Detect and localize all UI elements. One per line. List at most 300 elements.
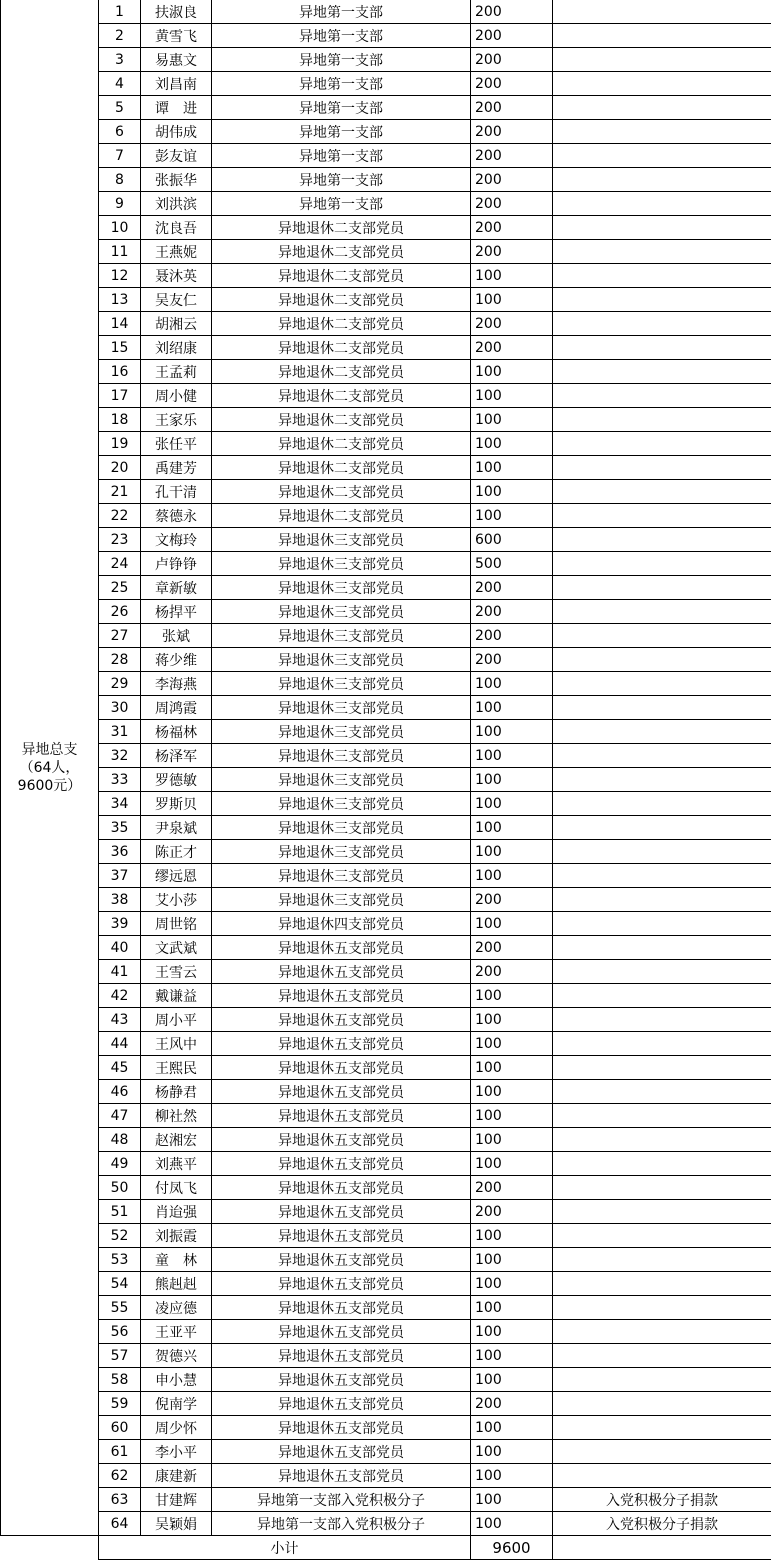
row-number: 11 [99, 240, 141, 264]
row-note [553, 1440, 771, 1464]
row-number: 50 [99, 1176, 141, 1200]
table-row [1, 264, 771, 288]
row-number: 27 [99, 624, 141, 648]
branch-name: 异地退休二支部党员 [212, 216, 471, 240]
member-name: 付凤飞 [141, 1176, 212, 1200]
member-name: 柳社然 [141, 1104, 212, 1128]
row-number: 19 [99, 432, 141, 456]
branch-name: 异地退休三支部党员 [212, 672, 471, 696]
row-number: 21 [99, 480, 141, 504]
donation-amount: 100 [471, 504, 553, 528]
row-note [553, 1128, 771, 1152]
table-row [1, 792, 771, 816]
member-name: 王亚平 [141, 1320, 212, 1344]
member-name: 吴友仁 [141, 288, 212, 312]
row-note [553, 72, 771, 96]
table-row [1, 336, 771, 360]
member-name: 沈良吾 [141, 216, 212, 240]
row-number: 54 [99, 1272, 141, 1296]
table-row [1, 816, 771, 840]
table-row [1, 1392, 771, 1416]
table-row [1, 480, 771, 504]
branch-name: 异地第一支部 [212, 168, 471, 192]
row-note [553, 528, 771, 552]
member-name: 杨静君 [141, 1080, 212, 1104]
row-note [553, 936, 771, 960]
member-name: 康建新 [141, 1464, 212, 1488]
row-number: 64 [99, 1512, 141, 1536]
branch-name: 异地退休二支部党员 [212, 408, 471, 432]
row-number: 30 [99, 696, 141, 720]
donation-amount: 200 [471, 960, 553, 984]
row-number: 47 [99, 1104, 141, 1128]
table-row [1, 1104, 771, 1128]
row-number: 1 [99, 0, 141, 24]
donation-amount: 100 [471, 1320, 553, 1344]
branch-name: 异地退休五支部党员 [212, 1200, 471, 1224]
branch-name: 异地退休二支部党员 [212, 240, 471, 264]
donation-amount: 100 [471, 1296, 553, 1320]
table-row [1, 48, 771, 72]
row-number: 9 [99, 192, 141, 216]
row-note [553, 48, 771, 72]
donation-amount: 200 [471, 168, 553, 192]
table-row [1, 1152, 771, 1176]
branch-name: 异地退休五支部党员 [212, 1032, 471, 1056]
donation-amount: 100 [471, 1248, 553, 1272]
branch-name: 异地第一支部 [212, 24, 471, 48]
row-number: 42 [99, 984, 141, 1008]
member-name: 凌应德 [141, 1296, 212, 1320]
donation-amount: 200 [471, 624, 553, 648]
donation-amount: 200 [471, 96, 553, 120]
branch-name: 异地退休三支部党员 [212, 888, 471, 912]
branch-name: 异地退休三支部党员 [212, 864, 471, 888]
donation-amount: 100 [471, 1224, 553, 1248]
member-name: 杨捍平 [141, 600, 212, 624]
row-number: 36 [99, 840, 141, 864]
table-row [1, 72, 771, 96]
branch-name: 异地第一支部入党积极分子 [212, 1512, 471, 1536]
table-row [1, 1320, 771, 1344]
donation-amount: 200 [471, 192, 553, 216]
branch-name: 异地退休五支部党员 [212, 1248, 471, 1272]
table-row [1, 768, 771, 792]
branch-name: 异地退休三支部党员 [212, 696, 471, 720]
branch-name: 异地退休五支部党员 [212, 1224, 471, 1248]
row-note [553, 1248, 771, 1272]
donation-amount: 200 [471, 648, 553, 672]
member-name: 周世铭 [141, 912, 212, 936]
branch-name: 异地退休三支部党员 [212, 528, 471, 552]
table-row [1, 624, 771, 648]
group-cell [1, 0, 99, 1536]
branch-name: 异地第一支部 [212, 144, 471, 168]
branch-name: 异地退休三支部党员 [212, 720, 471, 744]
row-number: 10 [99, 216, 141, 240]
table-row [1, 888, 771, 912]
table-row [1, 1224, 771, 1248]
row-note [553, 192, 771, 216]
member-name: 张斌 [141, 624, 212, 648]
branch-name: 异地退休五支部党员 [212, 1320, 471, 1344]
member-name: 周鸿霞 [141, 696, 212, 720]
row-number: 15 [99, 336, 141, 360]
table-row [1, 1512, 771, 1536]
row-number: 2 [99, 24, 141, 48]
row-note [553, 864, 771, 888]
donation-amount: 100 [471, 768, 553, 792]
table-row [1, 672, 771, 696]
member-name: 章新敏 [141, 576, 212, 600]
table-row [1, 96, 771, 120]
member-name: 易惠文 [141, 48, 212, 72]
branch-name: 异地退休五支部党员 [212, 936, 471, 960]
donation-amount: 100 [471, 1128, 553, 1152]
member-name: 王熙民 [141, 1056, 212, 1080]
table-row [1, 528, 771, 552]
row-number: 33 [99, 768, 141, 792]
row-number: 35 [99, 816, 141, 840]
row-note [553, 1200, 771, 1224]
row-note [553, 720, 771, 744]
row-note [553, 744, 771, 768]
donation-amount: 200 [471, 72, 553, 96]
group-count: （64人， [19, 759, 80, 776]
row-note [553, 696, 771, 720]
blank-cell [1, 1536, 99, 1560]
row-note [553, 1416, 771, 1440]
branch-name: 异地退休三支部党员 [212, 576, 471, 600]
table-row [1, 840, 771, 864]
member-name: 蔡德永 [141, 504, 212, 528]
member-name: 肖迨强 [141, 1200, 212, 1224]
row-number: 3 [99, 48, 141, 72]
row-number: 44 [99, 1032, 141, 1056]
member-name: 甘建辉 [141, 1488, 212, 1512]
row-note [553, 1224, 771, 1248]
row-note [553, 1464, 771, 1488]
member-name: 王家乐 [141, 408, 212, 432]
row-note [553, 360, 771, 384]
branch-name: 异地退休五支部党员 [212, 1344, 471, 1368]
member-name: 王风中 [141, 1032, 212, 1056]
row-number: 22 [99, 504, 141, 528]
donation-amount: 100 [471, 1440, 553, 1464]
member-name: 禹建芳 [141, 456, 212, 480]
row-number: 14 [99, 312, 141, 336]
row-note [553, 816, 771, 840]
donation-amount: 100 [471, 840, 553, 864]
row-note [553, 24, 771, 48]
row-number: 49 [99, 1152, 141, 1176]
member-name: 缪远恩 [141, 864, 212, 888]
branch-name: 异地退休五支部党员 [212, 1272, 471, 1296]
member-name: 吴颖娟 [141, 1512, 212, 1536]
row-number: 31 [99, 720, 141, 744]
donation-amount: 100 [471, 1080, 553, 1104]
row-number: 37 [99, 864, 141, 888]
row-note [553, 264, 771, 288]
branch-name: 异地退休二支部党员 [212, 336, 471, 360]
row-number: 8 [99, 168, 141, 192]
donation-amount: 100 [471, 1152, 553, 1176]
row-note [553, 120, 771, 144]
table-row [1, 552, 771, 576]
donation-amount: 200 [471, 576, 553, 600]
branch-name: 异地退休二支部党员 [212, 456, 471, 480]
table-row [1, 1464, 771, 1488]
branch-name: 异地退休三支部党员 [212, 624, 471, 648]
branch-name: 异地退休五支部党员 [212, 984, 471, 1008]
row-number: 43 [99, 1008, 141, 1032]
row-note [553, 552, 771, 576]
donation-amount: 100 [471, 384, 553, 408]
member-name: 聂沐英 [141, 264, 212, 288]
table-row [1, 1272, 771, 1296]
row-number: 28 [99, 648, 141, 672]
member-name: 张振华 [141, 168, 212, 192]
member-name: 申小慧 [141, 1368, 212, 1392]
row-number: 45 [99, 1056, 141, 1080]
donation-amount: 100 [471, 1464, 553, 1488]
row-note [553, 1152, 771, 1176]
row-number: 48 [99, 1128, 141, 1152]
member-name: 张任平 [141, 432, 212, 456]
donation-amount: 200 [471, 312, 553, 336]
row-number: 55 [99, 1296, 141, 1320]
donation-amount: 100 [471, 288, 553, 312]
member-name: 戴谦益 [141, 984, 212, 1008]
row-number: 53 [99, 1248, 141, 1272]
table-row [1, 744, 771, 768]
member-name: 刘振霞 [141, 1224, 212, 1248]
branch-name: 异地退休五支部党员 [212, 1440, 471, 1464]
table-row [1, 912, 771, 936]
donation-amount: 200 [471, 600, 553, 624]
row-note [553, 1176, 771, 1200]
row-number: 56 [99, 1320, 141, 1344]
row-note [553, 648, 771, 672]
branch-name: 异地退休五支部党员 [212, 1176, 471, 1200]
branch-name: 异地退休五支部党员 [212, 1152, 471, 1176]
donation-amount: 200 [471, 48, 553, 72]
row-note [553, 1344, 771, 1368]
table-row [1, 1176, 771, 1200]
table-row [1, 984, 771, 1008]
branch-name: 异地退休五支部党员 [212, 1416, 471, 1440]
donation-amount: 100 [471, 1104, 553, 1128]
branch-name: 异地第一支部 [212, 192, 471, 216]
donation-amount: 100 [471, 696, 553, 720]
row-note [553, 912, 771, 936]
table-row [1, 216, 771, 240]
row-note [553, 1056, 771, 1080]
table-row [1, 384, 771, 408]
table-row [1, 648, 771, 672]
member-name: 黄雪飞 [141, 24, 212, 48]
donation-amount: 200 [471, 1200, 553, 1224]
donation-amount: 200 [471, 1176, 553, 1200]
branch-name: 异地第一支部 [212, 0, 471, 24]
branch-name: 异地第一支部 [212, 48, 471, 72]
branch-name: 异地退休三支部党员 [212, 648, 471, 672]
row-number: 62 [99, 1464, 141, 1488]
table-row [1, 1416, 771, 1440]
row-note [553, 384, 771, 408]
row-number: 41 [99, 960, 141, 984]
row-note [553, 240, 771, 264]
donation-amount: 100 [471, 480, 553, 504]
donation-amount: 100 [471, 1056, 553, 1080]
table-row [1, 1296, 771, 1320]
row-number: 39 [99, 912, 141, 936]
row-note [553, 600, 771, 624]
row-note [553, 432, 771, 456]
table-row [1, 120, 771, 144]
row-note: 入党积极分子捐款 [553, 1488, 771, 1512]
table-row [1, 936, 771, 960]
row-note [553, 1296, 771, 1320]
member-name: 罗德敏 [141, 768, 212, 792]
member-name: 彭友谊 [141, 144, 212, 168]
row-number: 51 [99, 1200, 141, 1224]
branch-name: 异地退休五支部党员 [212, 1296, 471, 1320]
row-number: 12 [99, 264, 141, 288]
row-note [553, 288, 771, 312]
member-name: 蒋少维 [141, 648, 212, 672]
row-number: 20 [99, 456, 141, 480]
donation-amount: 200 [471, 336, 553, 360]
donation-amount: 600 [471, 528, 553, 552]
member-name: 贺德兴 [141, 1344, 212, 1368]
row-number: 16 [99, 360, 141, 384]
row-note [553, 984, 771, 1008]
branch-name: 异地退休二支部党员 [212, 384, 471, 408]
donation-amount: 200 [471, 888, 553, 912]
subtotal-row [1, 1536, 771, 1560]
table-row [1, 576, 771, 600]
subtotal-amount: 9600 [471, 1536, 553, 1560]
row-number: 29 [99, 672, 141, 696]
member-name: 王雪云 [141, 960, 212, 984]
donation-amount: 100 [471, 672, 553, 696]
member-name: 周少怀 [141, 1416, 212, 1440]
branch-name: 异地退休五支部党员 [212, 1464, 471, 1488]
group-title: 异地总支 [21, 741, 78, 758]
member-name: 胡伟成 [141, 120, 212, 144]
row-number: 4 [99, 72, 141, 96]
member-name: 文武斌 [141, 936, 212, 960]
table-row [1, 1056, 771, 1080]
row-note [553, 624, 771, 648]
branch-name: 异地退休五支部党员 [212, 1392, 471, 1416]
row-number: 13 [99, 288, 141, 312]
table-row [1, 864, 771, 888]
donation-amount: 100 [471, 792, 553, 816]
member-name: 倪南学 [141, 1392, 212, 1416]
row-note [553, 1104, 771, 1128]
row-number: 59 [99, 1392, 141, 1416]
row-number: 5 [99, 96, 141, 120]
member-name: 罗斯贝 [141, 792, 212, 816]
row-number: 38 [99, 888, 141, 912]
branch-name: 异地退休三支部党员 [212, 840, 471, 864]
row-note [553, 168, 771, 192]
group-amount: 9600元） [17, 777, 82, 794]
donation-amount: 100 [471, 720, 553, 744]
donation-amount: 100 [471, 1008, 553, 1032]
donation-amount: 100 [471, 1368, 553, 1392]
row-number: 34 [99, 792, 141, 816]
row-note [553, 216, 771, 240]
row-number: 61 [99, 1440, 141, 1464]
row-note: 入党积极分子捐款 [553, 1512, 771, 1536]
branch-name: 异地退休五支部党员 [212, 1368, 471, 1392]
member-name: 尹泉斌 [141, 816, 212, 840]
row-note [553, 1080, 771, 1104]
table-row [1, 192, 771, 216]
donation-amount: 100 [471, 912, 553, 936]
table-row [1, 456, 771, 480]
row-note [553, 456, 771, 480]
table-row [1, 1080, 771, 1104]
row-number: 32 [99, 744, 141, 768]
table-row [1, 432, 771, 456]
table-row [1, 1440, 771, 1464]
branch-name: 异地退休五支部党员 [212, 1056, 471, 1080]
member-name: 谭 进 [141, 96, 212, 120]
donation-amount: 100 [471, 1512, 553, 1536]
donation-amount: 100 [471, 432, 553, 456]
table-row [1, 1128, 771, 1152]
donation-amount: 200 [471, 936, 553, 960]
row-number: 18 [99, 408, 141, 432]
member-name: 童 林 [141, 1248, 212, 1272]
donation-amount: 100 [471, 984, 553, 1008]
member-name: 李小平 [141, 1440, 212, 1464]
row-number: 63 [99, 1488, 141, 1512]
member-name: 赵湘宏 [141, 1128, 212, 1152]
donation-amount: 200 [471, 1392, 553, 1416]
row-note [553, 576, 771, 600]
row-note [553, 1392, 771, 1416]
row-note [553, 336, 771, 360]
row-note [553, 1368, 771, 1392]
member-name: 熊赳赳 [141, 1272, 212, 1296]
member-name: 胡湘云 [141, 312, 212, 336]
member-name: 周小平 [141, 1008, 212, 1032]
branch-name: 异地第一支部 [212, 72, 471, 96]
row-note [553, 672, 771, 696]
table-row [1, 312, 771, 336]
row-note [553, 144, 771, 168]
member-name: 周小健 [141, 384, 212, 408]
member-name: 文梅玲 [141, 528, 212, 552]
branch-name: 异地退休三支部党员 [212, 768, 471, 792]
row-note [553, 96, 771, 120]
table-row [1, 720, 771, 744]
donation-amount: 200 [471, 240, 553, 264]
table-row [1, 168, 771, 192]
donation-amount: 200 [471, 144, 553, 168]
branch-name: 异地退休五支部党员 [212, 960, 471, 984]
member-name: 刘绍康 [141, 336, 212, 360]
row-note [553, 888, 771, 912]
row-number: 57 [99, 1344, 141, 1368]
table-body [1, 0, 771, 1560]
row-number: 25 [99, 576, 141, 600]
